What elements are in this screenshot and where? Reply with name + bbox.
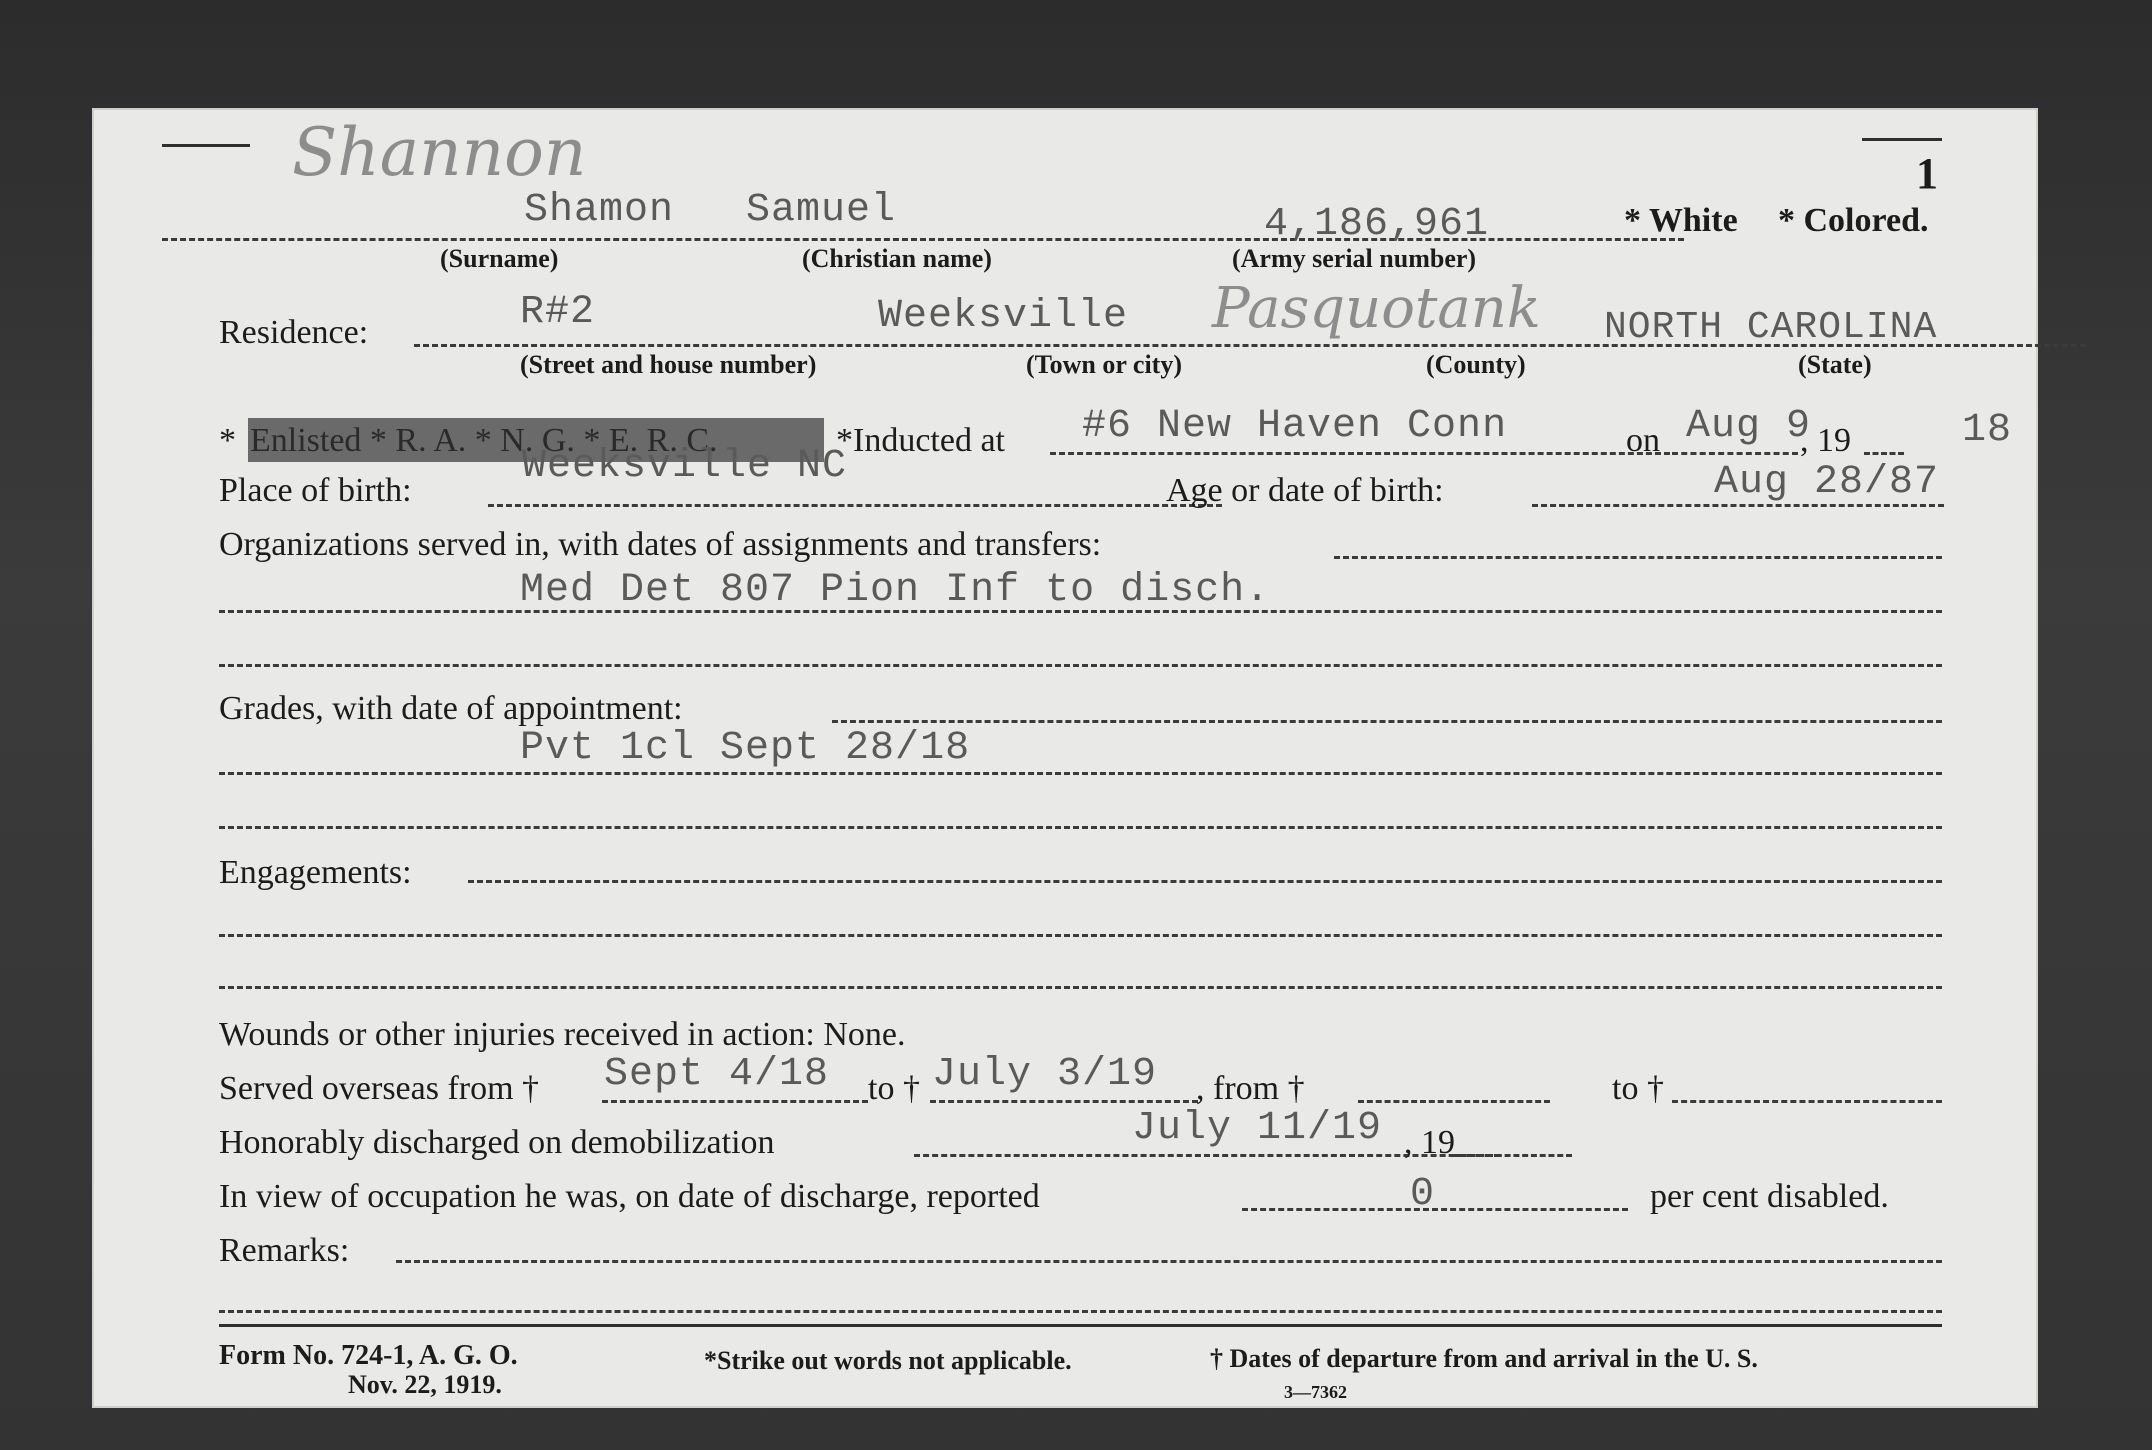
organizations-label: Organizations served in, with dates of assignments and transfers:	[219, 526, 1102, 563]
age-label: Age or date of birth:	[1166, 472, 1444, 509]
typed-discharge-date: July 11/19	[1132, 1106, 1383, 1151]
typed-overseas-to: July 3/19	[932, 1052, 1158, 1097]
form-number: Form No. 724-1, A. G. O.	[219, 1340, 518, 1371]
enlisted-asterisk: *	[219, 422, 236, 459]
engagements-line-1	[468, 880, 1942, 883]
wounds-label: Wounds or other injuries received in action: None.	[219, 1016, 906, 1053]
induction-year-line	[1864, 452, 1904, 455]
grades-line-1	[832, 720, 1942, 723]
race-colored-option: * Colored.	[1778, 202, 1929, 239]
grades-line-2	[219, 772, 1942, 775]
typed-inducted-at: #6 New Haven Conn	[1082, 404, 1508, 449]
remarks-line-1	[396, 1260, 1942, 1263]
typed-induction-date: Aug 9	[1686, 404, 1812, 449]
grades-line-3	[219, 826, 1942, 829]
typed-birthplace: Weeksville NC	[522, 444, 848, 489]
typed-overseas-from: Sept 4/18	[604, 1052, 830, 1097]
discharge-year-line	[1452, 1154, 1572, 1157]
caption-state: (State)	[1798, 350, 1872, 379]
overseas-to2-line	[1672, 1100, 1942, 1103]
caption-county: (County)	[1426, 350, 1526, 379]
typed-percent: 0	[1410, 1172, 1436, 1217]
top-right-rule	[1862, 138, 1942, 141]
footnote-dates: † Dates of departure from and arrival in the U. S.	[1210, 1344, 1758, 1373]
handwritten-county: Pasquotank	[1212, 276, 1541, 341]
birthplace-label: Place of birth:	[219, 472, 412, 509]
organizations-line-1	[1334, 556, 1942, 559]
print-code: 3—7362	[1284, 1382, 1347, 1402]
typed-induction-year: 18	[1962, 408, 2013, 453]
typed-grades: Pvt 1cl Sept 28/18	[520, 726, 971, 771]
birthplace-line	[488, 504, 1222, 507]
footer-rule	[219, 1324, 1942, 1327]
inducted-at-line	[1050, 452, 1670, 455]
remarks-line-2	[219, 1310, 1942, 1313]
engagements-line-2	[219, 934, 1942, 937]
typed-organizations: Med Det 807 Pion Inf to disch.	[520, 568, 1271, 613]
typed-state: NORTH CAROLINA	[1604, 306, 1938, 349]
typed-town: Weeksville	[878, 294, 1129, 339]
overseas-from2-line	[1358, 1100, 1550, 1103]
card-number: 1	[1916, 149, 1938, 198]
overseas-from2-label: , from †	[1196, 1070, 1305, 1107]
discharge-year-suffix: , 19	[1404, 1124, 1455, 1161]
typed-birth-date: Aug 28/87	[1714, 460, 1940, 505]
induction-date-line	[1672, 452, 1798, 455]
organizations-line-2	[219, 610, 1942, 613]
overseas-label: Served overseas from †	[219, 1070, 540, 1107]
typed-surname: Shamon	[524, 188, 675, 233]
overseas-to-label: to †	[868, 1070, 920, 1107]
typed-serial-number: 4,186,961	[1264, 202, 1490, 247]
overseas-to2-label: to †	[1612, 1070, 1664, 1107]
service-record-card	[92, 108, 2038, 1408]
typed-street: R#2	[520, 290, 596, 335]
year-prefix: , 19	[1800, 422, 1851, 459]
engagements-label: Engagements:	[219, 854, 412, 891]
on-label: on	[1626, 422, 1660, 459]
caption-serial-number: (Army serial number)	[1232, 244, 1477, 273]
overseas-from-line	[602, 1100, 868, 1103]
handwritten-surname: Shannon	[292, 114, 587, 191]
race-white-option: * White	[1624, 202, 1738, 239]
engagements-line-3	[219, 986, 1942, 989]
residence-label: Residence:	[219, 314, 369, 351]
footnote-strike: *Strike out words not applicable.	[704, 1346, 1072, 1375]
caption-christian-name: (Christian name)	[802, 244, 992, 273]
caption-street: (Street and house number)	[520, 350, 817, 379]
top-left-rule	[162, 144, 250, 147]
inducted-label: *Inducted at	[836, 422, 1005, 459]
caption-surname: (Surname)	[440, 244, 559, 273]
remarks-label: Remarks:	[219, 1232, 350, 1269]
typed-christian-name: Samuel	[746, 188, 897, 233]
enlisted-options-text: Enlisted * R. A. * N. G. * E. R. C.	[250, 422, 718, 459]
overseas-to-line	[930, 1100, 1198, 1103]
percent-label: per cent disabled.	[1650, 1178, 1889, 1215]
occupation-label: In view of occupation he was, on date of discharge, reported	[219, 1178, 1040, 1215]
caption-town: (Town or city)	[1026, 350, 1182, 379]
organizations-line-3	[219, 664, 1942, 667]
grades-label: Grades, with date of appointment:	[219, 690, 683, 727]
discharged-label: Honorably discharged on demobilization	[219, 1124, 775, 1161]
form-date: Nov. 22, 1919.	[348, 1370, 502, 1399]
